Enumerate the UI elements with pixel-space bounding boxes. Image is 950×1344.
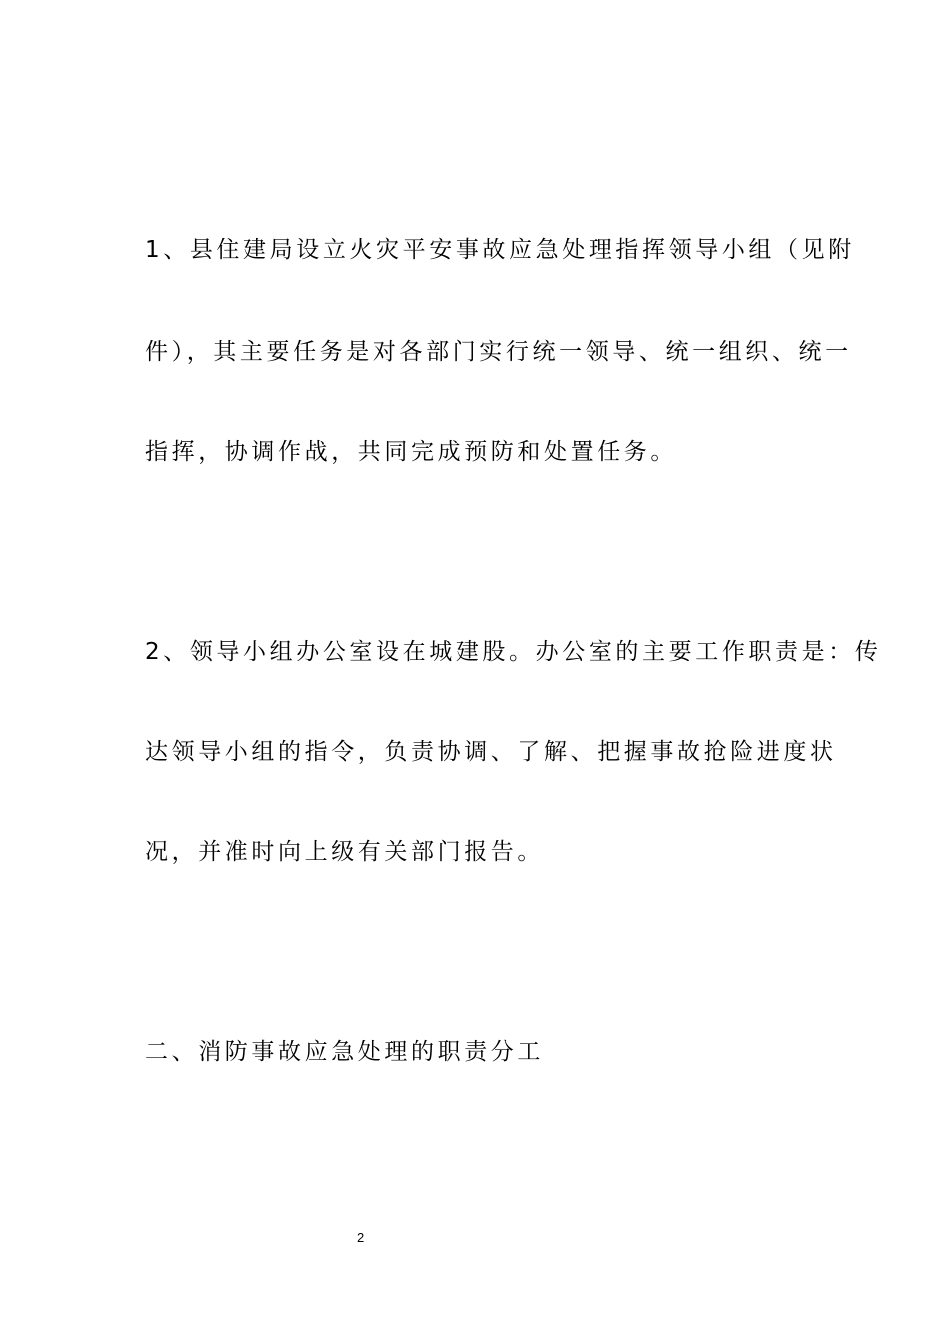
section-heading: 二、消防事故应急处理的职责分工: [145, 1039, 544, 1065]
paragraph-1-line-3: 指挥，协调作战，共同完成预防和处置任务。: [145, 439, 677, 465]
paragraph-1-line-2: 件），其主要任务是对各部门实行统一领导、统一组织、统一: [145, 339, 852, 365]
paragraph-2-line-1: 2、领导小组办公室设在城建股。办公室的主要工作职责是：传: [145, 639, 882, 665]
paragraph-2-line-3: 况，并准时向上级有关部门报告。: [145, 839, 544, 865]
paragraph-1-line-1: 1、县住建局设立火灾平安事故应急处理指挥领导小组（见附: [145, 237, 855, 263]
paragraph-2-line-2: 达领导小组的指令，负责协调、了解、把握事故抢险进度状: [145, 739, 837, 765]
page-number: 2: [357, 1230, 365, 1245]
